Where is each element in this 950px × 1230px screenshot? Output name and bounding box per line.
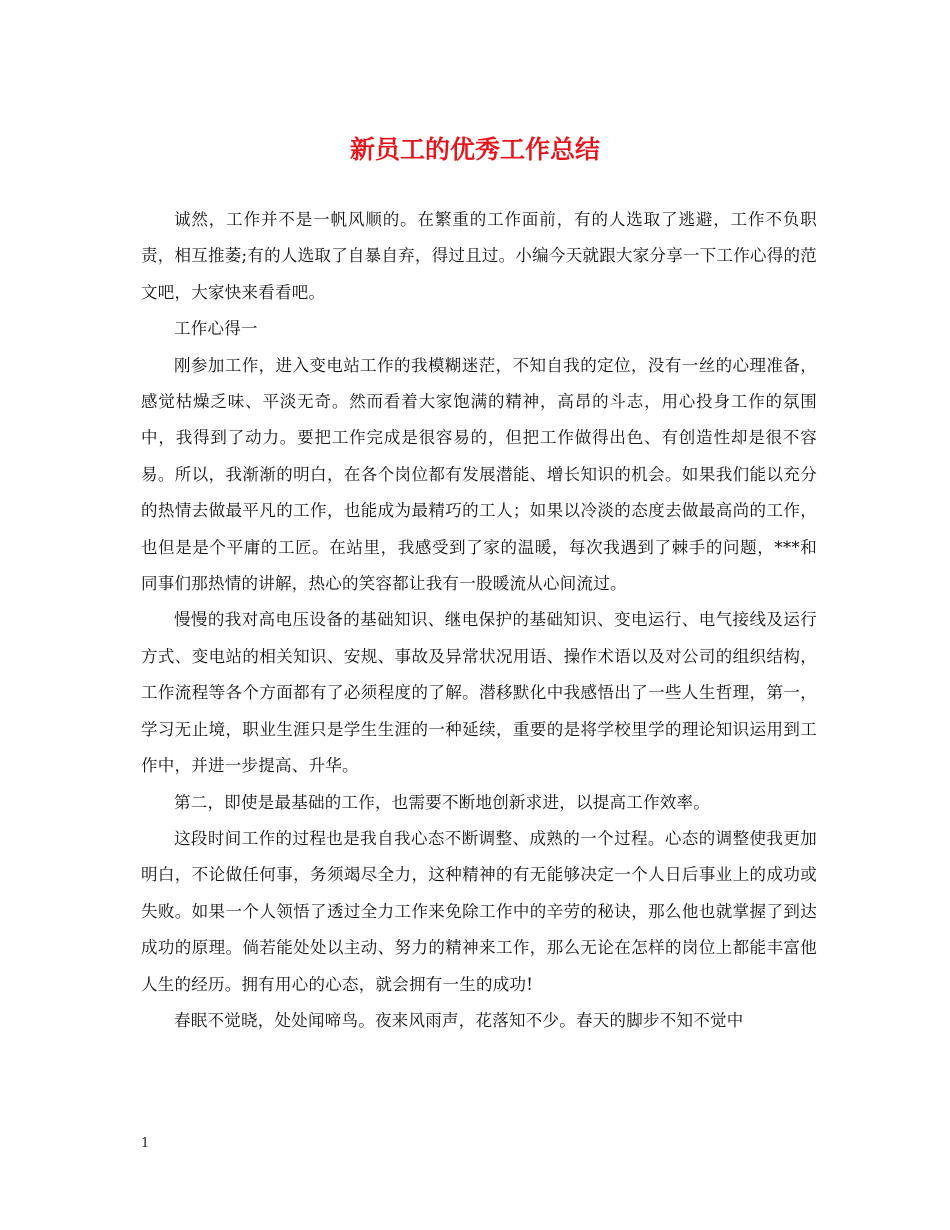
document-body	[141, 202, 817, 1039]
document-title: 新员工的优秀工作总结	[349, 135, 600, 164]
section-heading: 工作心得一	[174, 319, 258, 339]
body-paragraph: 第二，即使是最基础的工作，也需要不断地创新求进，以提高工作效率。	[174, 792, 710, 812]
body-paragraph: 春眠不觉晓，处处闻啼鸟。夜来风雨声，花落知不少。春天的脚步不知不觉中	[174, 1010, 744, 1030]
body-paragraph: 刚参加工作，进入变电站工作的我模糊迷茫，不知自我的定位，没有一丝的心理准备，感觉枯燥乏味、平淡无奇。然而看着大家饱满的精神，高昂的斗志，用心投身工作的氛围中，我得到了动力。要把工作完成是很容易的，但把工作做得出色、有创造性却是很不容易。所以，我渐渐的明白，在各个岗位都有发展潜能、增长知识的机会。如果我们能以充分的热情去做最平凡的工作，也能成为最精巧的工人；如果以冷淡的态度去做最高尚的工作，也但是是个平庸的工匠。在站里，我感受到了家的温暖，每次我遇到了棘手的问题，***和同事们那热情的讲解，热心的笑容都让我有一股暖流从心间流过。	[141, 355, 817, 594]
body-paragraph: 这段时间工作的过程也是我自我心态不断调整、成熟的一个过程。心态的调整使我更加明白，不论做任何事，务须竭尽全力，这种精神的有无能够决定一个人日后事业上的成功或失败。如果一个人领悟了透过全力工作来免除工作中的辛劳的秘诀，那么他也就掌握了到达成功的原理。倘若能处处以主动、努力的精神来工作，那么无论在怎样的岗位上都能丰富他人生的经历。拥有用心的心态，就会拥有一生的成功!	[141, 828, 817, 994]
page-number: 1	[141, 1136, 150, 1151]
body-paragraph: 慢慢的我对高电压设备的基础知识、继电保护的基础知识、变电运行、电气接线及运行方式、变电站的相关知识、安规、事故及异常状况用语、操作术语以及对公司的组织结构，工作流程等各个方面都有了必须程度的了解。潜移默化中我感悟出了一些人生哲理，第一，学习无止境，职业生涯只是学生生涯的一种延续，重要的是将学校里学的理论知识运用到工作中，并进一步提高、升华。	[141, 610, 817, 776]
intro-paragraph: 诚然，工作并不是一帆风顺的。在繁重的工作面前，有的人选取了逃避，工作不负职责，相互推萎;有的人选取了自暴自弃，得过且过。小编今天就跟大家分享一下工作心得的范文吧，大家快来看看吧。	[141, 210, 817, 302]
